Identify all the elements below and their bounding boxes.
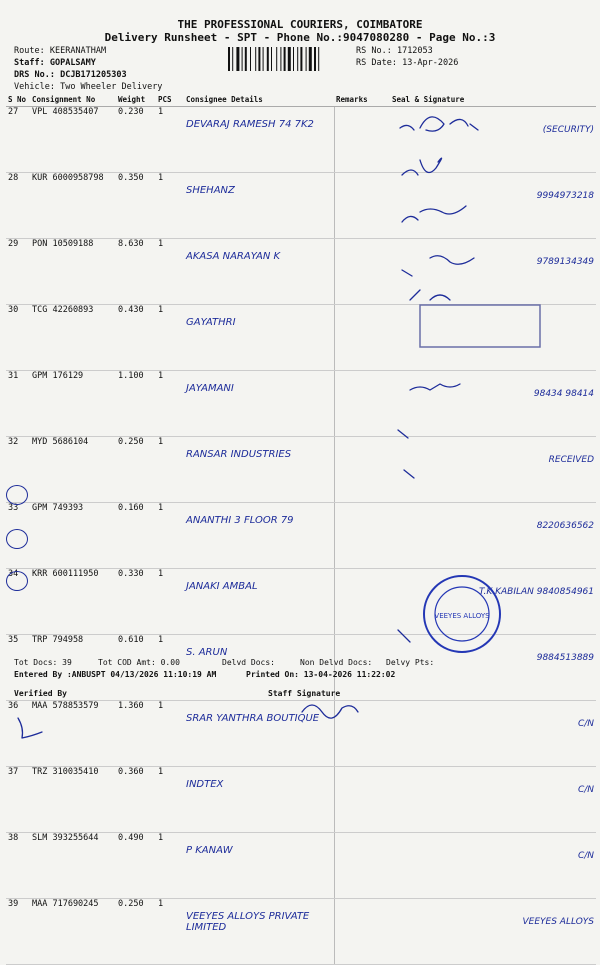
sno-cell: 39 (6, 899, 30, 965)
weight-cell: 0.350 (116, 173, 156, 239)
pcs-cell: 1 (156, 107, 184, 173)
remarks-cell (334, 899, 390, 965)
delvy-pts: Delvy Pts: (386, 658, 435, 667)
weight-cell: 8.630 (116, 239, 156, 305)
sno-cell: 29 (6, 239, 30, 305)
signature-mark (398, 430, 414, 478)
staff-signature (302, 705, 358, 718)
staff-line: Staff: GOPALSAMY (14, 58, 96, 68)
weight-cell: 0.250 (116, 899, 156, 965)
sno-cell: 30 (6, 305, 30, 371)
weight-cell: 1.100 (116, 371, 156, 437)
sno-cell: 34 (6, 569, 30, 635)
col-seal: Seal & Signature (390, 92, 596, 107)
consignment-cell: VPL 408535407 (30, 107, 116, 173)
seal-cell: 8220636562 (390, 503, 596, 569)
weight-cell: 0.330 (116, 569, 156, 635)
pcs-cell: 1 (156, 833, 184, 899)
sno-cell: 28 (6, 173, 30, 239)
rs-date-line: RS Date: 13-Apr-2026 (356, 58, 459, 68)
weight-cell: 0.160 (116, 503, 156, 569)
sno-cell: 27 (6, 107, 30, 173)
consignee-cell: S. ARUN (184, 635, 334, 701)
non-delvd-docs: Non Delvd Docs: (300, 658, 373, 667)
consignment-cell: TRP 794958 (30, 635, 116, 701)
stamp-text: VEEYES ALLOYS (434, 612, 490, 620)
consignee-cell: AKASA NARAYAN K (184, 239, 334, 305)
pcs-cell: 1 (156, 239, 184, 305)
remarks-cell (334, 833, 390, 899)
seal-cell: (SECURITY) (390, 107, 596, 173)
printed-on: Printed On: 13-04-2026 11:22:02 (246, 670, 396, 679)
pcs-cell: 1 (156, 173, 184, 239)
consignment-cell: MAA 717690245 (30, 899, 116, 965)
delvd-docs: Delvd Docs: (222, 658, 275, 667)
consignment-cell: KUR 6000958798 (30, 173, 116, 239)
seal-cell: T.K.KABILAN 9840854961 (390, 569, 596, 635)
table-row (6, 833, 596, 899)
consignment-cell: MYD 5686104 (30, 437, 116, 503)
pcs-cell: 1 (156, 305, 184, 371)
pcs-cell: 1 (156, 635, 184, 701)
weight-cell: 0.230 (116, 107, 156, 173)
consignee-cell: DEVARAJ RAMESH 74 7K2 (184, 107, 334, 173)
staff-signature-label: Staff Signature (268, 689, 341, 698)
weight-cell: 0.430 (116, 305, 156, 371)
sno-cell: 36 (6, 701, 30, 767)
vehicle-line: Vehicle: Two Wheeler Delivery (14, 82, 163, 92)
consignee-cell: JANAKI AMBAL (184, 569, 334, 635)
received-stamp (420, 305, 540, 347)
pcs-cell: 1 (156, 569, 184, 635)
col-pcs: PCS (156, 92, 184, 107)
drs-line: DRS No.: DCJB171205303 (14, 70, 127, 80)
seal-cell: RECEIVED (390, 437, 596, 503)
runsheet-title: Delivery Runsheet - SPT - Phone No.:9047080280 - Page No.:3 (104, 31, 496, 44)
signature-mark (410, 290, 450, 300)
verified-by: Verified By (14, 689, 67, 698)
consignee-cell: GAYATHRI (184, 305, 334, 371)
weight-cell: 0.490 (116, 833, 156, 899)
seal-cell: C/N (390, 701, 596, 767)
signature-mark (402, 158, 442, 175)
col-consignment: Consignment No (30, 92, 116, 107)
sno-cell: 32 (6, 437, 30, 503)
consignee-cell: RANSAR INDUSTRIES (184, 437, 334, 503)
seal-cell: C/N (390, 767, 596, 833)
pcs-cell: 1 (156, 899, 184, 965)
weight-cell: 0.250 (116, 437, 156, 503)
verified-signature (18, 718, 42, 738)
seal-cell: VEEYES ALLOYS (390, 899, 596, 965)
signature-mark (398, 630, 410, 642)
col-sno: S No (6, 92, 30, 107)
weight-cell: 1.360 (116, 701, 156, 767)
sno-cell: 37 (6, 767, 30, 833)
tot-docs: Tot Docs: 39 (14, 658, 72, 667)
seal-cell: 9994973218 (390, 173, 596, 239)
signature-mark (402, 256, 474, 276)
consignee-cell: P KANAW (184, 833, 334, 899)
tot-cod: Tot COD Amt: 0.00 (98, 658, 180, 667)
seal-cell: 98434 98414 (390, 371, 596, 437)
consignment-cell: KRR 600111950 (30, 569, 116, 635)
entered-by: Entered By :ANBUSPT 04/13/2026 11:10:19 AM (14, 670, 217, 679)
seal-cell: 9789134349 (390, 239, 596, 305)
signature-mark (400, 117, 478, 131)
consignment-cell: PON 10509188 (30, 239, 116, 305)
consignment-cell: GPM 749393 (30, 503, 116, 569)
signature-mark (410, 384, 460, 390)
consignee-cell: INDTEX (184, 767, 334, 833)
consignee-cell: VEEYES ALLOYS PRIVATE LIMITED (184, 899, 334, 965)
consignee-cell: SRAR YANTHRA BOUTIQUE (184, 701, 334, 767)
route-line: Route: KEERANATHAM (14, 46, 107, 56)
sno-cell: 38 (6, 833, 30, 899)
seal-cell: 9884513889 (390, 635, 596, 701)
col-consignee: Consignee Details (184, 92, 334, 107)
consignee-cell: SHEHANZ (184, 173, 334, 239)
weight-cell: 0.360 (116, 767, 156, 833)
company-name: THE PROFESSIONAL COURIERS, COIMBATORE (177, 18, 423, 31)
pcs-cell: 1 (156, 503, 184, 569)
col-weight: Weight (116, 92, 156, 107)
pcs-cell: 1 (156, 437, 184, 503)
pcs-cell: 1 (156, 767, 184, 833)
consignment-cell: MAA 578853579 (30, 701, 116, 767)
seal-cell: C/N (390, 833, 596, 899)
rs-no-line: RS No.: 1712053 (356, 46, 433, 56)
company-stamp (424, 576, 500, 652)
consignment-cell: TCG 42260893 (30, 305, 116, 371)
consignee-cell: ANANTHI 3 FLOOR 79 (184, 503, 334, 569)
signature-mark (402, 206, 466, 222)
pcs-cell: 1 (156, 701, 184, 767)
sno-cell: 35 (6, 635, 30, 701)
weight-cell: 0.610 (116, 635, 156, 701)
pcs-cell: 1 (156, 371, 184, 437)
sno-cell: 33 (6, 503, 30, 569)
consignment-cell: SLM 393255644 (30, 833, 116, 899)
consignment-cell: GPM 176129 (30, 371, 116, 437)
col-remarks: Remarks (334, 92, 390, 107)
consignment-cell: TRZ 310035410 (30, 767, 116, 833)
table-row (6, 899, 596, 965)
sno-cell: 31 (6, 371, 30, 437)
consignee-cell: JAYAMANI (184, 371, 334, 437)
